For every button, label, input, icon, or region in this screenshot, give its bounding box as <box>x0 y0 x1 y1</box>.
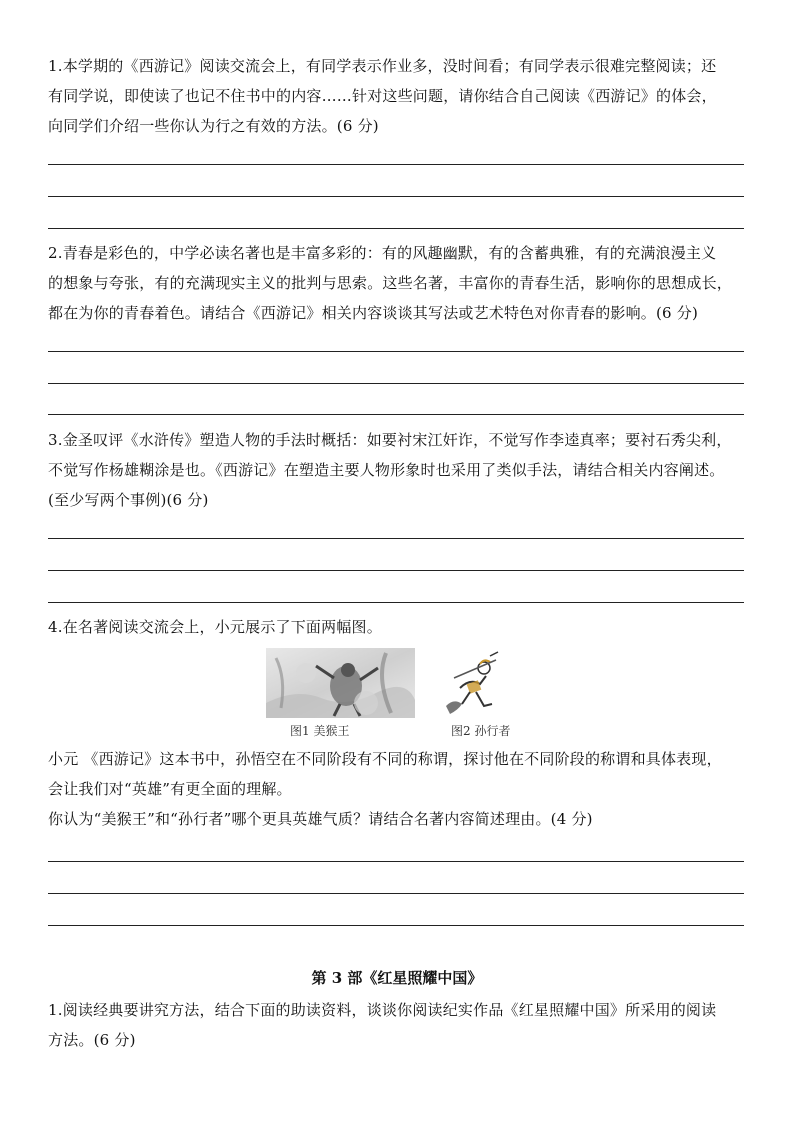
question-2-line: 2.青春是彩色的，中学必读名著也是丰富多彩的：有的风趣幽默，有的含蓄典雅，有的充满浪漫主义 <box>48 244 717 262</box>
question-1-line: 1.本学期的《西游记》阅读交流会上，有同学表示作业多，没时间看；有同学表示很难完整阅读；还 <box>48 57 717 75</box>
question-3-line: (至少写两个事例)(6 分) <box>48 491 209 509</box>
question-2-line: 都在为你的青春着色。请结合《西游记》相关内容谈谈其写法或艺术特色对你青春的影响。(6 分) <box>48 304 699 322</box>
answer-line[interactable] <box>48 383 744 384</box>
answer-line[interactable] <box>48 414 744 415</box>
answer-line[interactable] <box>48 861 744 862</box>
question-2-line: 的想象与夸张，有的充满现实主义的批判与思索。这些名著，丰富你的青春生活，影响你的思想成长， <box>48 274 733 292</box>
answer-line[interactable] <box>48 893 744 894</box>
answer-line[interactable] <box>48 602 744 603</box>
section-3-question-1-line: 1.阅读经典要讲究方法，结合下面的助读资料，谈谈你阅读纪实作品《红星照耀中国》所采用的阅读 <box>48 1001 717 1019</box>
question-1 <box>48 51 748 141</box>
section-3-title: 第 3 部《红星照耀中国》 <box>311 969 483 987</box>
figure-1-caption: 图1 美猴王 <box>290 724 350 738</box>
question-4-line: 会让我们对“英雄”有更全面的理解。 <box>48 780 292 798</box>
question-4-line: 你认为“美猴王”和“孙行者”哪个更具英雄气质？请结合名著内容简述理由。(4 分) <box>48 810 593 828</box>
answer-line[interactable] <box>48 925 744 926</box>
figure-2-image <box>440 648 502 718</box>
question-4-intro <box>48 612 748 642</box>
answer-line[interactable] <box>48 351 744 352</box>
figure-1-image <box>266 648 415 718</box>
figure-2-caption: 图2 孙行者 <box>451 724 511 738</box>
section-3-question-1-line: 方法。(6 分) <box>48 1031 136 1049</box>
question-3-line: 不觉写作杨雄糊涂是也。《西游记》在塑造主要人物形象时也采用了类似手法，请结合相关内容阐述。 <box>48 461 725 479</box>
question-2 <box>48 238 748 328</box>
question-3-line: 3.金圣叹评《水浒传》塑造人物的手法时概括：如要衬宋江奸诈，不觉写作李逵真率；要衬石秀尖利， <box>48 431 732 449</box>
monkey-king-illustration <box>266 648 415 718</box>
answer-line[interactable] <box>48 164 744 165</box>
sun-xingzhe-drawing <box>440 648 502 718</box>
question-4-body <box>48 744 748 834</box>
answer-line[interactable] <box>48 228 744 229</box>
answer-line[interactable] <box>48 538 744 539</box>
answer-line[interactable] <box>48 570 744 571</box>
section-3-question-1 <box>48 995 748 1055</box>
question-4-intro-line: 4.在名著阅读交流会上，小元展示了下面两幅图。 <box>48 618 382 636</box>
question-4-line: 小元 《西游记》这本书中，孙悟空在不同阶段有不同的称谓，探讨他在不同阶段的称谓和具体表现， <box>48 750 722 768</box>
question-1-line: 有同学说，即使读了也记不住书中的内容……针对这些问题，请你结合自己阅读《西游记》的体会， <box>48 87 717 105</box>
answer-line[interactable] <box>48 196 744 197</box>
question-1-line: 向同学们介绍一些你认为行之有效的方法。(6 分) <box>48 117 379 135</box>
question-3 <box>48 425 748 515</box>
